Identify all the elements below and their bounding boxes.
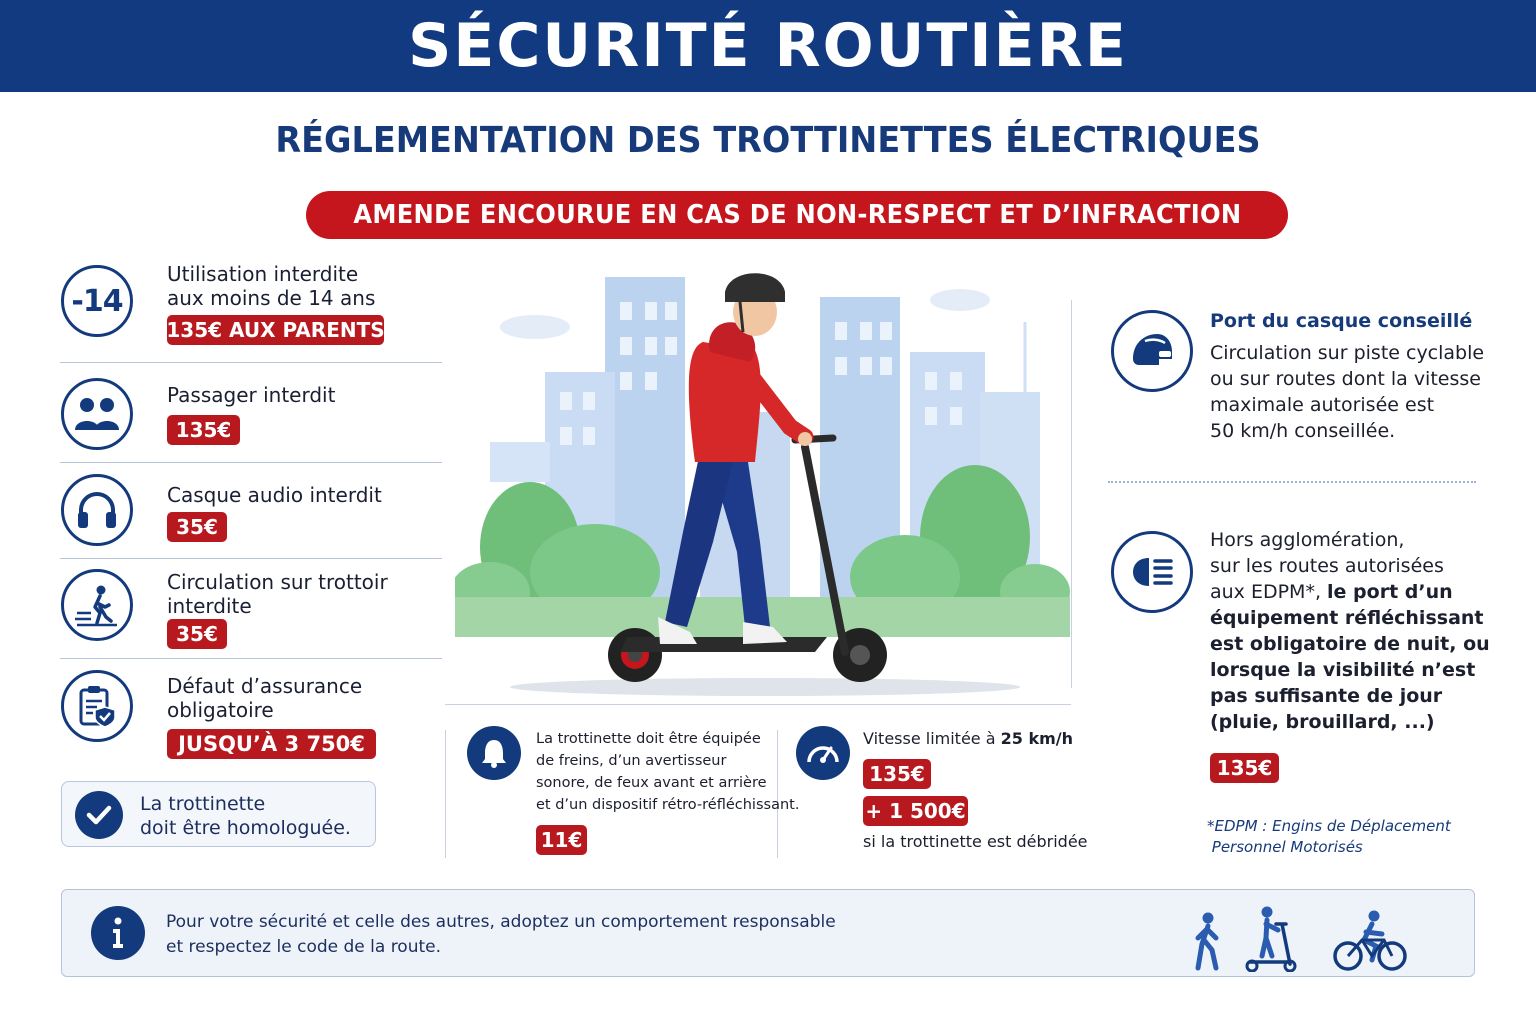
insurance-clipboard-icon — [61, 670, 133, 742]
reflective-text-plain: Hors agglomération, sur les routes autorisées aux EDPM*, — [1210, 529, 1444, 603]
rule-title-passenger: Passager interdit — [167, 383, 336, 407]
helmet-title: Port du casque conseillé — [1210, 310, 1473, 332]
helmet-icon — [1111, 310, 1193, 392]
fine-badge-headphones: 35€ — [167, 512, 227, 542]
fine-badge-speed: 135€ — [863, 759, 931, 789]
fine-badge-insurance: JUSQU’À 3 750€ — [167, 729, 376, 759]
sidewalk-pedestrian-icon — [61, 569, 133, 641]
fine-badge-sidewalk: 35€ — [167, 619, 227, 649]
fine-banner-text: AMENDE ENCOURUE EN CAS DE NON-RESPECT ET D’INFRACTION — [352, 200, 1241, 230]
divider — [60, 658, 442, 659]
age-limit-icon — [61, 265, 133, 337]
divider — [60, 558, 442, 559]
reflective-text — [1210, 527, 1490, 735]
info-text: Pour votre sécurité et celle des autres, adoptez un comportement responsable et respectez le code de la route. — [166, 912, 836, 957]
fine-badge-unrestricted: + 1 500€ — [863, 796, 968, 826]
cyclist-icon — [1332, 910, 1408, 976]
divider — [60, 362, 442, 363]
divider — [60, 462, 442, 463]
subtitle: RÉGLEMENTATION DES TROTTINETTES ÉLECTRIQUES — [275, 120, 1261, 161]
helmet-text: Circulation sur piste cyclable ou sur routes dont la vitesse maximale autorisée est 50 km/h conseillée. — [1210, 342, 1485, 442]
fine-badge-equipment: 11€ — [536, 825, 587, 855]
speed-text-prefix: Vitesse limitée à — [863, 729, 1001, 748]
page-title: SÉCURITÉ ROUTIÈRE — [408, 11, 1128, 81]
headlight-icon — [1111, 531, 1193, 613]
scooter-rider-icon — [1242, 904, 1298, 976]
fine-badge-age: 135€ AUX PARENTS — [167, 315, 384, 345]
rule-title-headphones: Casque audio interdit — [167, 483, 382, 507]
bell-icon — [467, 726, 521, 780]
speedometer-icon — [796, 726, 850, 780]
homologation-box — [61, 781, 376, 847]
info-icon — [91, 906, 145, 960]
speed-text — [863, 728, 1073, 750]
equipment-text: La trottinette doit être équipée de freins, d’un avertisseur sonore, de feux avant et arrière et d’un dispositif rétro-réfléchissant. — [536, 731, 800, 813]
homologation-text: La trottinette doit être homologuée. — [140, 793, 351, 839]
divider — [1071, 300, 1072, 688]
age-limit-label: -14 — [71, 283, 123, 319]
info-box — [61, 889, 1475, 977]
reflective-text-bold: le port d’un équipement réfléchissant est obligatoire de nuit, ou lorsque la visibilité n’est pas suffisante de jour (pluie, brouillard, ...) — [1210, 581, 1490, 733]
check-icon — [75, 791, 123, 839]
header-bar — [0, 0, 1536, 92]
speed-note: si la trottinette est débridée — [863, 832, 1088, 851]
rule-title-insurance: Défaut d’assurance obligatoire — [167, 674, 363, 722]
scooter-illustration — [455, 262, 1070, 702]
pedestrian-icon — [1188, 910, 1224, 976]
footnote: *EDPM : Engins de Déplacement Personnel Motorisés — [1207, 817, 1451, 856]
fine-banner — [306, 191, 1288, 239]
passengers-icon — [61, 378, 133, 450]
fine-badge-passenger: 135€ — [167, 415, 240, 445]
speed-limit-value: 25 km/h — [1000, 729, 1074, 748]
dotted-divider — [1108, 481, 1476, 483]
divider — [445, 704, 1071, 705]
rule-title-age: Utilisation interdite aux moins de 14 ans — [167, 262, 376, 310]
headphones-icon — [61, 474, 133, 546]
divider — [445, 730, 446, 858]
rule-title-sidewalk: Circulation sur trottoir interdite — [167, 570, 388, 618]
fine-badge-reflective: 135€ — [1210, 753, 1279, 783]
